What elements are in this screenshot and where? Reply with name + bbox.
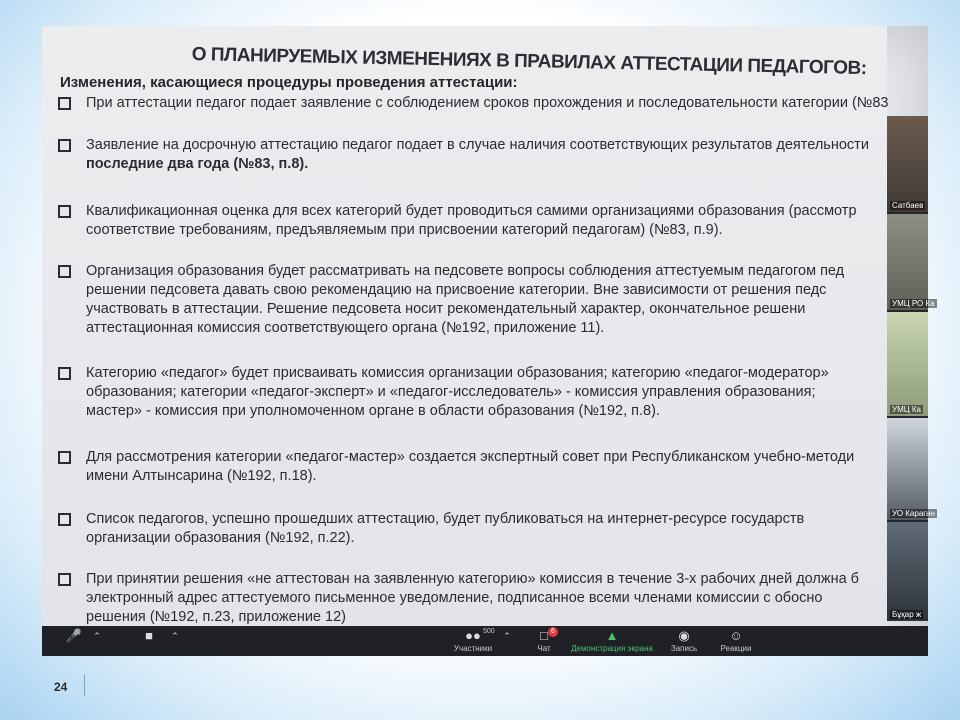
share-screen-label: Демонстрация экрана <box>571 644 653 653</box>
participant-name: Сатбаев <box>892 201 924 210</box>
item-line: решении педсовета давать свою рекомендацию на присвоение категории. Вне зависимости от решения педс <box>86 282 827 298</box>
item-line: имени Алтынсарина (№192, п.18). <box>86 468 317 484</box>
participants-label: Участники <box>453 644 493 653</box>
participant-video-tile[interactable] <box>887 214 935 310</box>
meeting-toolbar <box>42 626 928 656</box>
checkbox-bullet-icon <box>58 367 71 380</box>
video-button[interactable] <box>132 626 166 656</box>
chat-unread-badge: 6 <box>548 627 558 637</box>
shared-slide <box>42 26 887 626</box>
slide-subtitle: Изменения, касающиеся процедуры проведения аттестации: <box>60 74 518 91</box>
participant-name: УМЦ Ка <box>892 405 921 414</box>
record-label: Запись <box>670 644 698 653</box>
participant-video-tile[interactable] <box>887 116 928 212</box>
item-line: Для рассмотрения категории «педагог-мастер» создается экспертный совет при Республиканском учебно-методи <box>86 449 855 465</box>
item-line: решения (№192, п.23, приложение 12) <box>86 609 346 625</box>
page-number-divider <box>84 674 85 696</box>
share-screen-button[interactable] <box>566 626 658 656</box>
item-line: При аттестации педагог подает заявление с соблюдением сроков прохождения и последовательности категории (№83 <box>86 95 889 111</box>
item-line: организации образования (№192, п.22). <box>86 530 355 546</box>
chat-bubble-icon: □ <box>540 628 548 643</box>
checkbox-bullet-icon <box>58 265 71 278</box>
participants-button[interactable] <box>446 626 500 656</box>
item-line: участвовать в аттестации. Решение педсовета носит рекомендательный характер, окончательное решени <box>86 301 806 317</box>
checkbox-bullet-icon <box>58 451 71 464</box>
participants-options-button[interactable] <box>500 626 514 656</box>
item-line: Организация образования будет рассматривать на педсовете вопросы соблюдения аттестуемым педагогом пед <box>86 263 845 279</box>
item-line: Категорию «педагог» будет присваивать комиссия организации образования; категорию «педагог-модератор» <box>86 365 829 381</box>
participant-name: УМЦ РО Ка <box>892 299 935 308</box>
item-line: мастер» - комиссия при уполномоченном органе в области образования (№192, п.8). <box>86 403 660 419</box>
page-number: 24 <box>54 680 68 694</box>
item-line: последние два года (№83, п.8). <box>86 156 309 172</box>
chevron-up-icon: ⌃ <box>93 631 101 641</box>
reactions-button[interactable] <box>714 626 758 656</box>
chevron-up-icon: ⌃ <box>503 631 511 641</box>
participant-video-tile[interactable] <box>887 312 928 416</box>
participant-video-tile[interactable] <box>887 522 928 621</box>
item-line: При принятии решения «не аттестован на заявленную категорию» комиссия в течение 3-х рабочих дней должна б <box>86 571 859 587</box>
checkbox-bullet-icon <box>58 513 71 526</box>
chevron-up-icon: ⌃ <box>171 631 179 641</box>
participant-video-tile[interactable] <box>887 418 935 520</box>
participants-count: 500 <box>483 628 495 635</box>
item-line: Заявление на досрочную аттестацию педагог подает в случае наличия соответствующих результатов деятельности <box>86 137 869 153</box>
participants-icon: ●● <box>465 628 481 643</box>
item-line: образования; категории «педагог-эксперт» и «педагог-исследователь» - комиссия управления образования; <box>86 384 816 400</box>
chat-label: Чат <box>537 644 551 653</box>
item-line: соответствие требованиям, предъявляемым при присвоении категорий педагогам) (№83, п.9). <box>86 222 723 238</box>
share-screen-icon: ▲ <box>605 628 619 643</box>
item-line: Квалификационная оценка для всех категорий будет проводиться самими организациями образования (рассмотр <box>86 203 857 219</box>
audio-options-button[interactable] <box>90 626 104 656</box>
record-button[interactable] <box>664 626 704 656</box>
microphone-muted-icon: 🎤 <box>65 628 83 643</box>
item-line: аттестационная комиссия соответствующего органа (№192, приложение 11). <box>86 320 605 336</box>
participant-name: УО Караган <box>892 509 935 518</box>
checkbox-bullet-icon <box>58 97 71 110</box>
chat-button[interactable] <box>526 626 562 656</box>
participant-name: Бұқар ж <box>892 610 922 619</box>
checkbox-bullet-icon <box>58 205 71 218</box>
conference-photo <box>42 26 935 656</box>
video-options-button[interactable] <box>168 626 182 656</box>
item-line: Список педагогов, успешно прошедших аттестацию, будет публиковаться на интернет-ресурсе государств <box>86 511 805 527</box>
item-line: электронный адрес аттестуемого письменное уведомление, подписанное всеми членами комиссии с обосно <box>86 590 823 606</box>
camera-icon: ■ <box>145 628 153 643</box>
mute-button[interactable] <box>56 626 92 656</box>
record-icon: ◉ <box>678 628 690 643</box>
slide-title: О ПЛАНИРУЕМЫХ ИЗМЕНЕНИЯХ В ПРАВИЛАХ АТТЕСТАЦИИ ПЕДАГОГОВ: <box>191 44 867 80</box>
smiley-icon: ☺ <box>729 628 743 643</box>
participant-video-strip[interactable] <box>887 116 935 621</box>
reactions-label: Реакции <box>720 644 752 653</box>
checkbox-bullet-icon <box>58 139 71 152</box>
checkbox-bullet-icon <box>58 573 71 586</box>
